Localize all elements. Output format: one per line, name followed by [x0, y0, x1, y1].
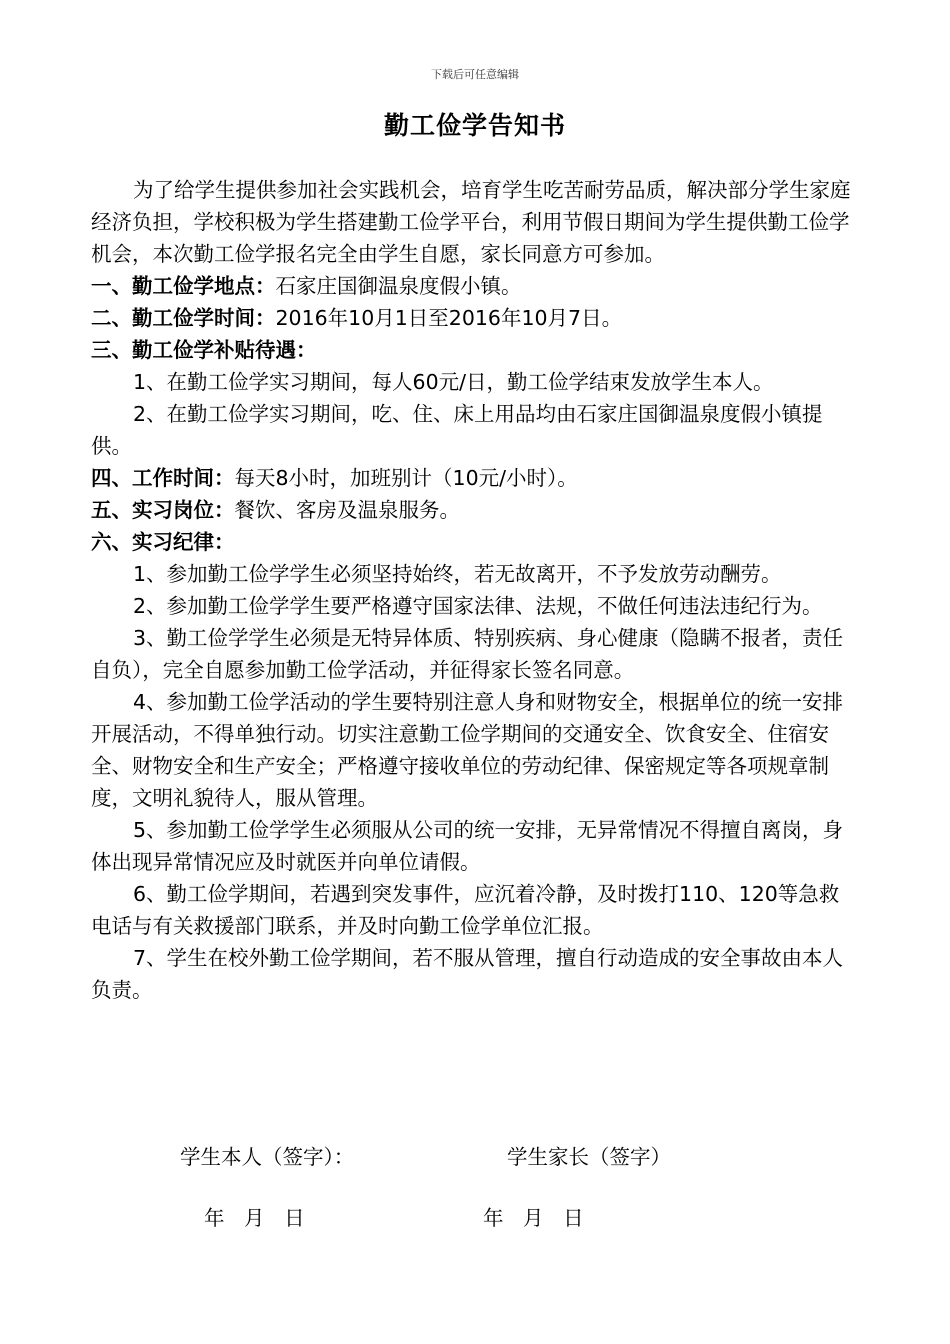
section-label: 五、实习岗位： [91, 498, 235, 522]
section-text: 每天8小时，加班别计（10元/小时）。 [234, 466, 578, 490]
document-body [91, 174, 859, 1006]
section-text: 餐饮、客房及温泉服务。 [234, 498, 460, 522]
section-label: 四、工作时间： [91, 466, 235, 490]
section-text: 2016年10月1日至2016年10月7日。 [275, 306, 623, 330]
discipline-item: 4、参加勤工俭学活动的学生要特别注意人身和财物安全，根据单位的统一安排开展活动，不得单独行动。切实注意勤工俭学期间的交通安全、饮食安全、住宿安全、财物安全和生产安全；严格遵守接收单位的劳动纪律、保密规定等各项规章制度，文明礼貌待人，服从管理。 [91, 690, 844, 810]
discipline-item: 3、勤工俭学学生必须是无特异体质、特别疾病、身心健康（隐瞒不报者，责任自负），完全自愿参加勤工俭学活动，并征得家长签名同意。 [91, 626, 844, 682]
discipline-item: 5、参加勤工俭学学生必须服从公司的统一安排，无异常情况不得擅自离岗，身体出现异常情况应及时就医并向单位请假。 [91, 818, 844, 874]
document-title: 勤工俭学告知书 [383, 111, 566, 140]
discipline-item: 7、学生在校外勤工俭学期间，若不服从管理，擅自行动造成的安全事故由本人负责。 [91, 946, 844, 1002]
student-signature-label: 学生本人（签字）： [180, 1145, 355, 1169]
parent-date: 年 月 日 [483, 1206, 584, 1230]
section-subsidy [91, 334, 859, 366]
section-label: 三、勤工俭学补贴待遇： [91, 338, 317, 362]
discipline-item: 2、参加勤工俭学学生要严格遵守国家法律、法规，不做任何违法违纪行为。 [133, 594, 823, 618]
section-label: 六、实习纪律： [91, 530, 235, 554]
student-date: 年 月 日 [204, 1206, 305, 1230]
section-label: 二、勤工俭学时间： [91, 306, 276, 330]
discipline-item: 6、勤工俭学期间，若遇到突发事件，应沉着冷静，及时拨打110、120等急救电话与有关救援部门联系，并及时向勤工俭学单位汇报。 [91, 882, 840, 938]
parent-signature-label: 学生家长（签字） [507, 1145, 671, 1169]
section-discipline [91, 526, 859, 558]
section-text: 石家庄国御温泉度假小镇。 [275, 274, 522, 298]
section-work-hours [91, 462, 859, 494]
header-note: 下载后可任意编辑 [431, 68, 519, 81]
section-location [91, 270, 859, 302]
intro-paragraph: 为了给学生提供参加社会实践机会，培育学生吃苦耐劳品质，解决部分学生家庭经济负担，学校积极为学生搭建勤工俭学平台，利用节假日期间为学生提供勤工俭学机会，本次勤工俭学报名完全由学生自愿，家长同意方可参加。 [91, 178, 851, 266]
subsidy-item: 2、在勤工俭学实习期间，吃、住、床上用品均由石家庄国御温泉度假小镇提供。 [91, 402, 823, 458]
discipline-item: 1、参加勤工俭学学生必须坚持始终，若无故离开，不予发放劳动酬劳。 [133, 562, 782, 586]
section-time [91, 302, 859, 334]
subsidy-item: 1、在勤工俭学实习期间，每人60元/日，勤工俭学结束发放学生本人。 [133, 370, 774, 394]
section-position [91, 494, 859, 526]
section-label: 一、勤工俭学地点： [91, 274, 276, 298]
